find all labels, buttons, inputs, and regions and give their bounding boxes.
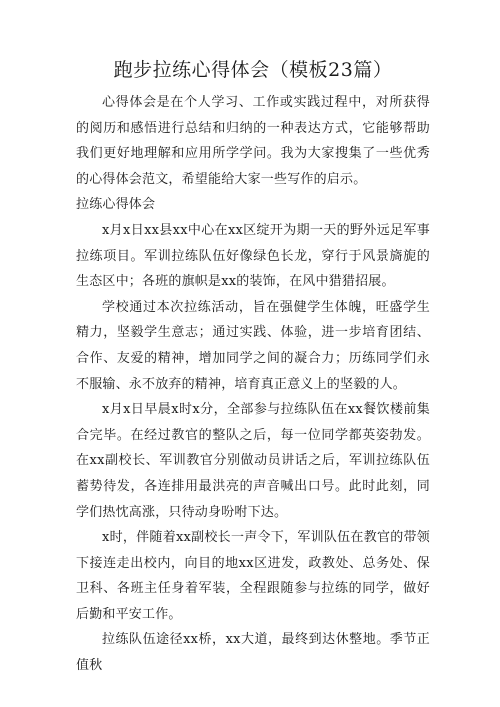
section-heading: 拉练心得体会 — [76, 197, 156, 213]
paragraph-1: x月x日xx县xx中心在xx区绽开为期一天的野外远足军事拉练项目。军训拉练队伍好像绿色长龙，穿行于风景旖旎的生态区中；各班的旗帜是xx的装饰，在风中猎猎招展。 — [76, 222, 430, 290]
paragraph-5: 拉练队伍途径xx桥，xx大道，最终到达休整地。季节正值秋 — [76, 632, 430, 674]
paragraph-2: 学校通过本次拉练活动，旨在强健学生体魄，旺盛学生精力，坚毅学生意志；通过实践、体验，进一步培育团结、合作、友爱的精神，增加同学之间的凝合力；历练同学们永不服输、永不放弃的精神，培育真正意义上的坚毅的人。 — [76, 299, 430, 392]
paragraph-4: x时，伴随着xx副校长一声令下，军训队伍在教官的带领下接连走出校内，向目的地xx区进发，政教处、总务处、保卫科、各班主任身着军装，全程跟随参与拉练的同学，做好后勤和平安工作。 — [76, 530, 430, 622]
paragraph-3: x月x日早晨x时x分，全部参与拉练队伍在xx餐饮楼前集合完毕。在经过教官的整队之后，每一位同学都英姿勃发。在xx副校长、军训教官分别做动员讲话之后，军训拉练队伍蓄势待发，各连排用最洪亮的声音喊出口号。此时此刻，同学们热忱高涨，只待动身吩咐下达。 — [76, 402, 430, 520]
paragraph-intro: 心得体会是在个人学习、工作或实践过程中，对所获得的阅历和感悟进行总结和归纳的一种表达方式，它能够帮助我们更好地理解和应用所学学问。我为大家搜集了一些优秀的心得体会范文，希望能给大家一些写作的启示。 — [76, 95, 430, 187]
document-title: 跑步拉练心得体会（模板23篇） — [113, 59, 393, 81]
